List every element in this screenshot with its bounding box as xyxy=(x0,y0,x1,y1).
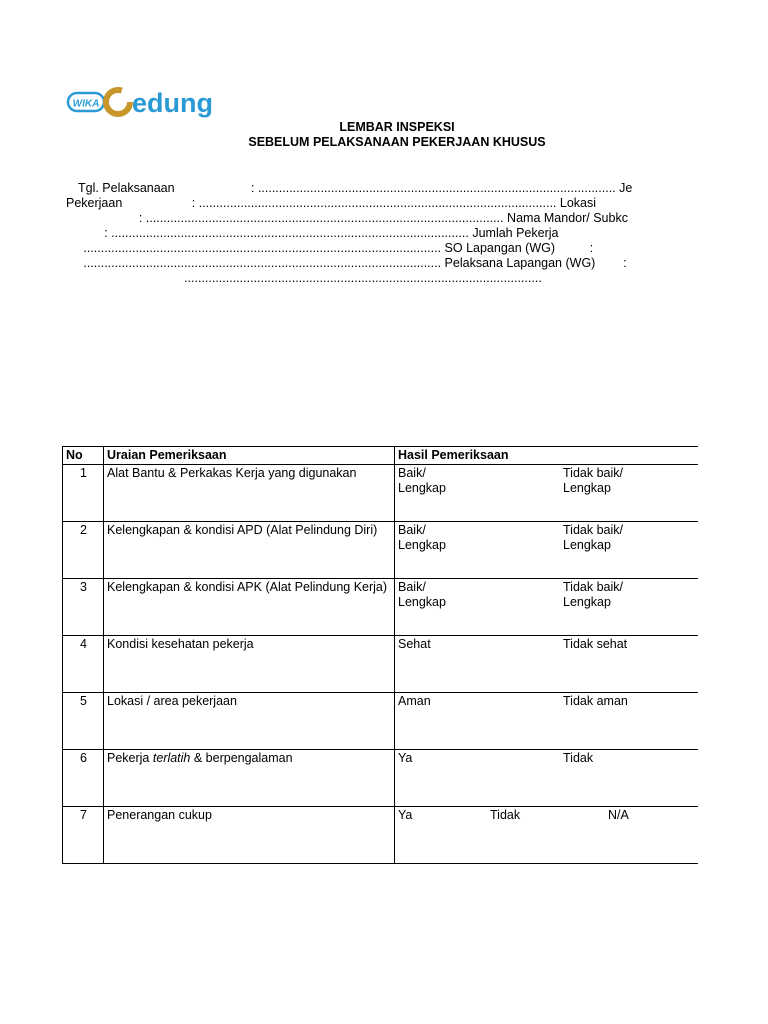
field-line-so: ....................................................................................................... Pelaksana Lapangan (WG) : xyxy=(66,256,627,270)
page-edge-mask xyxy=(698,430,768,880)
result-option-a: Aman xyxy=(398,694,431,708)
table-row xyxy=(63,807,703,864)
field-line-jumlah: ....................................................................................................... SO Lapangan (WG) : xyxy=(66,241,594,255)
row-no: 2 xyxy=(63,522,104,579)
result-option-a: Sehat xyxy=(398,637,431,651)
row-uraian: Kelengkapan & kondisi APD (Alat Pelindung Diri) xyxy=(104,522,395,579)
result-option-a: Baik/ Lengkap xyxy=(398,580,446,609)
result-option-a: Ya xyxy=(398,751,413,765)
result-option-a: Baik/ Lengkap xyxy=(398,466,446,495)
result-option-a: Baik/ Lengkap xyxy=(398,523,446,552)
result-option-b: Tidak xyxy=(563,751,594,765)
logo-mark-text: WIKA xyxy=(72,98,100,110)
field-line-pelaksana: ....................................................................................................... xyxy=(66,271,542,285)
row-no: 7 xyxy=(63,807,104,864)
field-line-pekerjaan: Pekerjaan : ....................................................................................................... Lokasi xyxy=(66,196,597,210)
form-fields xyxy=(0,181,768,291)
result-option-b: Tidak baik/ Lengkap xyxy=(563,523,623,552)
row-uraian: Kelengkapan & kondisi APK (Alat Pelindung Kerja) xyxy=(104,579,395,636)
inspection-table xyxy=(62,446,703,864)
result-option-b: Tidak baik/ Lengkap xyxy=(563,580,623,609)
header-no: No xyxy=(63,447,104,465)
row-uraian: Penerangan cukup xyxy=(104,807,395,864)
table-row xyxy=(63,579,703,636)
field-line-mandor: : ....................................................................................................... Jumlah Pekerja xyxy=(66,226,559,240)
row-no: 6 xyxy=(63,750,104,807)
row-uraian xyxy=(104,750,395,807)
header-uraian: Uraian Pemeriksaan xyxy=(104,447,395,465)
form-title-line2: SEBELUM PELAKSANAAN PEKERJAAN KHUSUS xyxy=(248,135,546,149)
table-row xyxy=(63,636,703,693)
row-uraian-pre: Pekerja xyxy=(107,751,153,765)
wika-gedung-logo xyxy=(66,84,246,124)
row-uraian: Kondisi kesehatan pekerja xyxy=(104,636,395,693)
row-no: 5 xyxy=(63,693,104,750)
result-option-d: N/A xyxy=(608,808,629,822)
row-no: 3 xyxy=(63,579,104,636)
row-uraian-em: terlatih xyxy=(152,751,191,765)
field-line-tgl: Tgl. Pelaksanaan : ....................................................................................................... Je xyxy=(78,181,633,195)
result-option-c: Tidak xyxy=(490,808,521,822)
field-line-lokasi: : ....................................................................................................... Nama Mandor/ Subkc xyxy=(66,211,628,225)
table-row xyxy=(63,522,703,579)
result-option-b: Tidak aman xyxy=(563,694,628,708)
row-no: 4 xyxy=(63,636,104,693)
logo-brand-text: edung xyxy=(132,88,213,118)
table-row xyxy=(63,693,703,750)
result-option-b: Tidak sehat xyxy=(563,637,628,651)
table-header-row xyxy=(63,447,703,465)
row-uraian: Alat Bantu & Perkakas Kerja yang digunakan xyxy=(104,465,395,522)
row-no: 1 xyxy=(63,465,104,522)
table-row xyxy=(63,750,703,807)
row-uraian-post: & berpengalaman xyxy=(190,751,293,765)
header-hasil: Hasil Pemeriksaan xyxy=(395,447,703,465)
table-row xyxy=(63,465,703,522)
form-title-line1: LEMBAR INSPEKSI xyxy=(339,120,455,134)
row-uraian: Lokasi / area pekerjaan xyxy=(104,693,395,750)
result-option-a: Ya xyxy=(398,808,413,822)
result-option-b: Tidak baik/ Lengkap xyxy=(563,466,623,495)
